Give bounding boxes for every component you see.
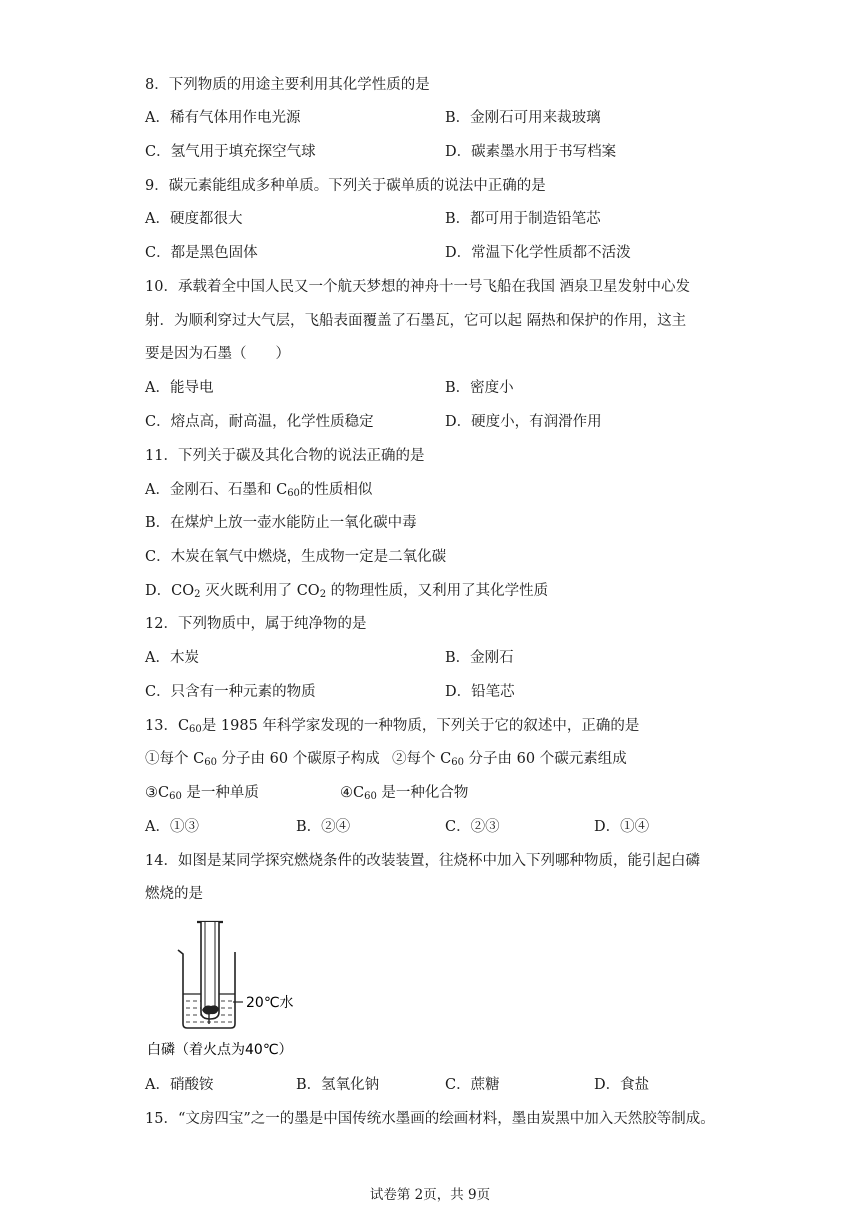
q9-option-c: C．都是黑色固体 [145, 245, 258, 261]
q14-option-b: B．氢氧化钠 [296, 1077, 380, 1093]
test-tube-icon [197, 922, 223, 1019]
q12-option-b: B．金刚石 [445, 650, 514, 666]
q9-option-a: A．硬度都很大 [145, 211, 243, 227]
page-footer: 试卷第 2页，共 9页 [369, 1187, 491, 1203]
q14-option-d: D．食盐 [594, 1077, 650, 1093]
figure-label-phosphorus: 白磷（着火点为40℃） [147, 1042, 293, 1058]
q10-stem-line3: 要是因为石墨（ ） [145, 346, 290, 362]
q15-stem: 15．“文房四宝”之一的墨是中国传统水墨画的绘画材料，墨由炭黑中加入天然胶等制成。 [145, 1111, 715, 1127]
q8-option-b: B．金刚石可用来裁玻璃 [445, 110, 601, 126]
q11-option-c: C．木炭在氧气中燃烧，生成物一定是二氧化碳 [145, 549, 447, 565]
q9-option-b: B．都可用于制造铅笔芯 [445, 211, 601, 227]
q13-option-d: D．①④ [594, 819, 650, 835]
q8-option-d: D．碳素墨水用于书写档案 [445, 144, 617, 160]
q13-statement-2: ②每个 $C_{60}$ 分子由 60 个碳元素组成 [392, 751, 627, 768]
figure-label-water: 20℃水 [246, 995, 294, 1011]
q8-option-a: A．稀有气体用作电光源 [145, 110, 301, 126]
q9-option-d: D．常温下化学性质都不活泼 [445, 245, 631, 261]
q11-option-b: B．在煤炉上放一壶水能防止一氧化碳中毒 [145, 515, 417, 531]
q10-stem-line1: 10．承载着全中国人民又一个航天梦想的神舟十一号飞船在我国 酒泉卫星发射中心发 [145, 279, 691, 295]
q13-statement-3: $③C_{60}$ 是一种单质 [145, 785, 259, 802]
q13-option-b: B．②④ [296, 819, 351, 835]
q13-option-c: C．②③ [445, 819, 500, 835]
q14-option-c: C．蔗糖 [445, 1077, 500, 1093]
q10-option-d: D．硬度小，有润滑作用 [445, 414, 602, 430]
q11-option-a: A．金刚石、石墨和 $C_{60}$的性质相似 [145, 482, 373, 499]
q14-stem-line2: 燃烧的是 [145, 886, 203, 902]
q12-option-c: C．只含有一种元素的物质 [145, 684, 316, 700]
q13-option-a: A．①③ [145, 819, 199, 835]
q9-stem: 9．碳元素能组成多种单质。下列关于碳单质的说法中正确的是 [145, 178, 546, 194]
q10-option-c: C．熔点高，耐高温，化学性质稳定 [145, 414, 374, 430]
q13-statement-1: ①每个 $C_{60}$ 分子由 60 个碳原子构成 [145, 751, 380, 768]
q11-stem: 11．下列关于碳及其化合物的说法正确的是 [145, 448, 425, 464]
q12-option-d: D．铅笔芯 [445, 684, 515, 700]
q10-option-b: B．密度小 [445, 380, 514, 396]
q14-option-a: A．硝酸铵 [145, 1077, 214, 1093]
q13-statement-4: $④C_{60}$ 是一种化合物 [340, 785, 469, 802]
q8-option-c: C．氢气用于填充探空气球 [145, 144, 316, 160]
q10-stem-line2: 射．为顺利穿过大气层，飞船表面覆盖了石墨瓦，它可以起 隔热和保护的作用，这主 [145, 313, 687, 329]
q12-option-a: A．木炭 [145, 650, 199, 666]
q14-stem-line1: 14．如图是某同学探究燃烧条件的改装装置，往烧杯中加入下列哪种物质，能引起白磷 [145, 853, 700, 869]
beaker-apparatus-figure [145, 912, 320, 1062]
q10-option-a: A．能导电 [145, 380, 214, 396]
q13-stem: 13．$C_{60}$是 1985 年科学家发现的一种物质，下列关于它的叙述中，正确的是 [145, 718, 640, 735]
q12-stem: 12．下列物质中，属于纯净物的是 [145, 616, 367, 632]
q11-option-d: D．$CO_2$ 灭火既利用了 $CO_2$ 的物理性质，又利用了其化学性质 [145, 583, 549, 600]
q8-stem: 8．下列物质的用途主要利用其化学性质的是 [145, 77, 430, 93]
